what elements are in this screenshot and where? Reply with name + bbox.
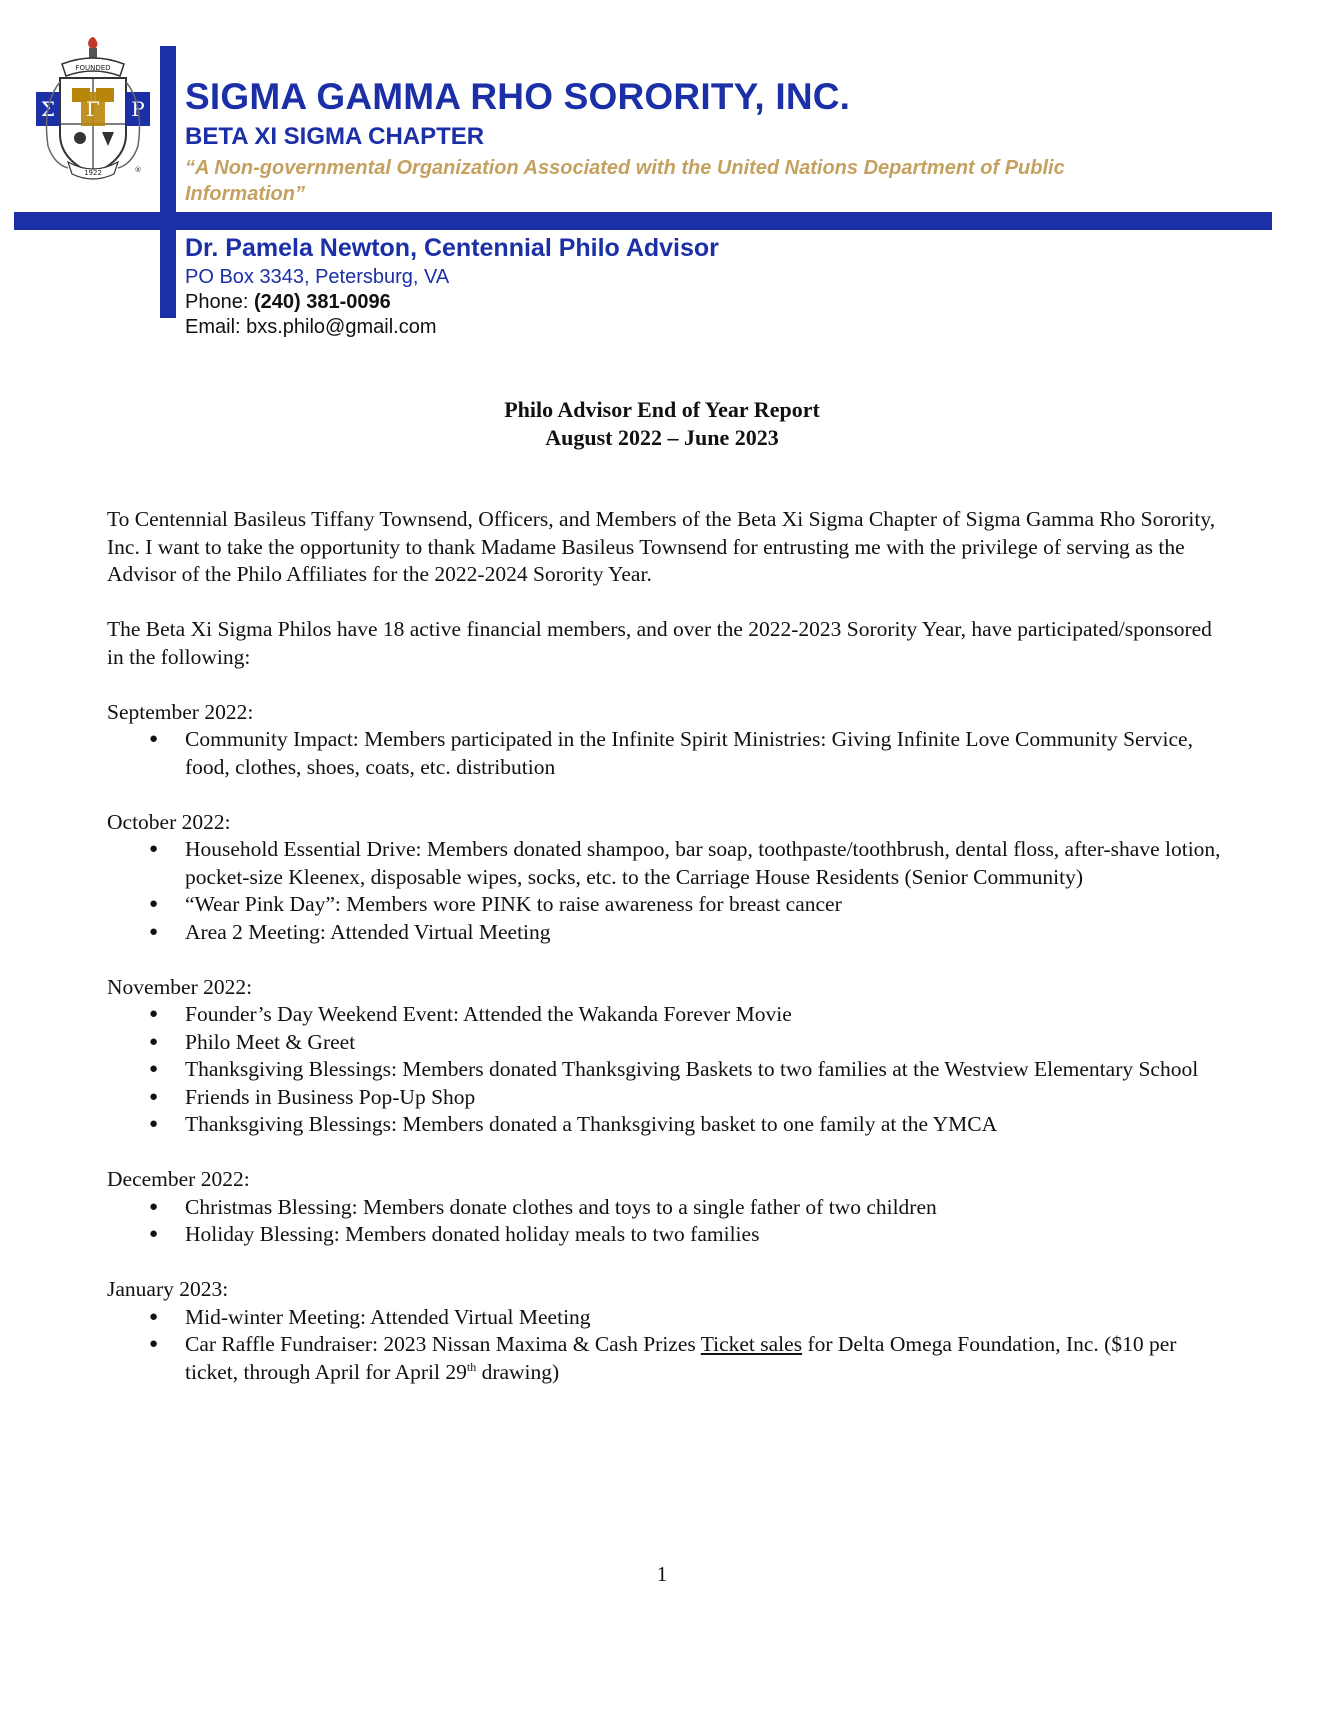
event-text: Philo Meet & Greet (185, 1029, 356, 1054)
bullet-icon: ● (149, 1116, 159, 1132)
bullet-icon: ● (149, 896, 159, 912)
event-text: Area 2 Meeting: Attended Virtual Meeting (185, 919, 551, 944)
bullet-icon: ● (149, 1033, 159, 1050)
report-period: August 2022 – June 2023 (545, 425, 779, 450)
event-list (107, 1304, 1227, 1387)
event-text: Mid-winter Meeting: Attended Virtual Meeting (185, 1304, 591, 1329)
event-text: Christmas Blessing: Members donate clothes and toys to a single father of two children (185, 1194, 937, 1219)
event-item (107, 891, 1227, 919)
month-heading: September 2022: (107, 699, 254, 724)
event-item (107, 1194, 1227, 1222)
bullet-icon: ● (149, 1308, 159, 1325)
ticket-sales-link[interactable]: Ticket sales (700, 1332, 803, 1356)
svg-text:Σ: Σ (40, 97, 56, 121)
month-section (107, 1276, 1227, 1386)
letterhead-vertical-bar (160, 46, 176, 318)
ordinal-suffix: th (466, 1359, 477, 1374)
bullet-icon: ● (149, 1336, 159, 1352)
letterhead-horizontal-bar (14, 212, 1272, 230)
event-list (107, 1194, 1227, 1249)
event-item (107, 1111, 1227, 1139)
svg-text:Ρ: Ρ (131, 97, 145, 121)
month-heading: November 2022: (107, 974, 253, 999)
event-list (107, 836, 1227, 946)
sorority-crest-logo (34, 34, 152, 184)
month-section (107, 699, 1227, 782)
bullet-icon: ● (149, 923, 159, 940)
bullet-icon: ● (149, 841, 159, 857)
event-item-raffle (107, 1331, 1227, 1386)
month-section (107, 809, 1227, 947)
event-text: Founder’s Day Weekend Event: Attended the Wakanda Forever Movie (185, 1002, 792, 1026)
event-item (107, 1056, 1227, 1084)
organization-name: SIGMA GAMMA RHO SORORITY, INC. (185, 76, 851, 117)
bullet-icon: ● (149, 1088, 159, 1105)
event-text: Holiday Blessing: Members donated holiday meals to two families (185, 1222, 760, 1246)
raffle-text-start: Car Raffle Fundraiser: 2023 Nissan Maxima & Cash Prizes (185, 1332, 701, 1356)
event-text: Thanksgiving Blessings: Members donated a Thanksgiving basket to one family at the YMCA (185, 1112, 998, 1136)
bullet-icon: ● (149, 1226, 159, 1242)
event-item (107, 1029, 1227, 1057)
month-heading: December 2022: (107, 1167, 250, 1191)
phone-label: Phone: (185, 291, 254, 313)
event-item (107, 919, 1227, 947)
summary-paragraph: The Beta Xi Sigma Philos have 18 active financial members, and over the 2022-2023 Sorority Year, have participated/sponsored in the following: (107, 617, 1212, 669)
svg-text:Γ: Γ (86, 97, 100, 121)
event-list (107, 726, 1227, 781)
svg-text:®: ® (134, 166, 142, 174)
month-heading: October 2022: (107, 809, 231, 834)
month-heading: January 2023: (107, 1277, 229, 1301)
month-section (107, 974, 1227, 1139)
event-item (107, 1001, 1227, 1029)
raffle-text-tail: drawing) (476, 1359, 560, 1384)
phone-number: (240) 381-0096 (253, 291, 391, 313)
svg-text:FOUNDED: FOUNDED (75, 64, 111, 72)
report-title: Philo Advisor End of Year Report (504, 397, 820, 422)
event-item (107, 836, 1227, 891)
event-item (107, 1304, 1227, 1332)
intro-paragraph: To Centennial Basileus Tiffany Townsend, Officers, and Members of the Beta Xi Sigma Chapter of Sigma Gamma Rho Sorority, Inc. I want to take the opportunity to thank Madame Basileus Townsend for entrusting me with the privilege of serving as the Advisor of the Philo Affiliates for the 2022-2024 Sorority Year. (107, 507, 1216, 586)
report-body (107, 506, 1227, 1414)
month-section (107, 1166, 1227, 1249)
event-item (107, 1221, 1227, 1249)
event-text: Friends in Business Pop-Up Shop (185, 1084, 476, 1109)
organization-tagline: “A Non-governmental Organization Associated with the United Nations Department of Public Information” (185, 157, 1065, 205)
svg-text:1922: 1922 (84, 169, 102, 177)
bullet-icon: ● (149, 1006, 159, 1022)
bullet-icon: ● (149, 731, 159, 747)
advisor-email: Email: bxs.philo@gmail.com (185, 316, 437, 338)
advisor-address: PO Box 3343, Petersburg, VA (185, 266, 450, 288)
event-text: Thanksgiving Blessings: Members donated Thanksgiving Baskets to two families at the Westview Elementary School (185, 1057, 1199, 1081)
event-text: Household Essential Drive: Members donated shampoo, bar soap, toothpaste/toothbrush, dental floss, after-shave lotion, pocket-size Kleenex, disposable wipes, socks, etc. to the Carriage House Residents (Senior Community) (185, 837, 1221, 889)
event-item (107, 726, 1227, 781)
report-heading (0, 396, 1324, 452)
event-item (107, 1084, 1227, 1112)
advisor-phone (185, 291, 391, 314)
bullet-icon: ● (149, 1061, 159, 1077)
chapter-name: BETA XI SIGMA CHAPTER (185, 123, 485, 150)
raffle-text-end: for Delta Omega Foundation, Inc. ($10 per ticket, through April for April 29 (185, 1332, 1177, 1384)
bullet-icon: ● (149, 1198, 159, 1215)
event-text: “Wear Pink Day”: Members wore PINK to raise awareness for breast cancer (185, 892, 842, 916)
advisor-name: Dr. Pamela Newton, Centennial Philo Advisor (185, 234, 719, 262)
event-text: Community Impact: Members participated in the Infinite Spirit Ministries: Giving Infinite Love Community Service, food, clothes, shoes, coats, etc. distribution (185, 727, 1193, 779)
event-list (107, 1001, 1227, 1139)
page-number: 1 (656, 1562, 668, 1586)
